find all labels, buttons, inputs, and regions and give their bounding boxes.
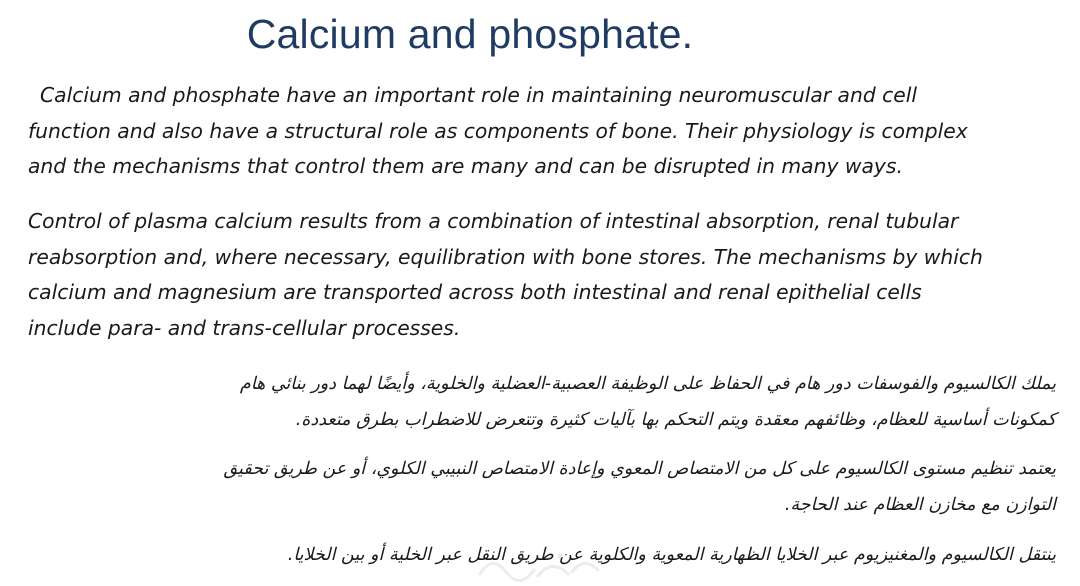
- english-paragraph-1: [28, 78, 1068, 185]
- arabic-paragraph-2: [16, 451, 1056, 523]
- text-line: يملك الكالسيوم والفوسفات دور هام في الحفاظ على الوظيفة العصبية-العضلية والخلوية، وأيضًا لهما دور بنائي هام: [239, 374, 1056, 394]
- text-line: calcium and magnesium are transported across both intestinal and renal epithelial cells: [28, 280, 922, 304]
- text-line: يعتمد تنظيم مستوى الكالسيوم على كل من الامتصاص المعوي وإعادة الامتصاص النبيبي الكلوي، أو عن طريق تحقيق: [223, 459, 1056, 479]
- page-title: Calcium and phosphate.: [246, 11, 694, 57]
- text-line: كمكونات أساسية للعظام، وظائفهم معقدة ويتم التحكم بها بآليات كثيرة وتتعرض للاضطراب بطرق متعددة.: [295, 410, 1056, 430]
- text-line: function and also have a structural role as components of bone. Their physiology is complex: [28, 118, 968, 143]
- text-line: Calcium and phosphate have an important role in maintaining neuromuscular and cell: [40, 83, 918, 107]
- text-line: and the mechanisms that control them are many and can be disrupted in many ways.: [28, 154, 903, 178]
- text-line: Control of plasma calcium results from a combination of intestinal absorption, renal tubular: [28, 209, 959, 233]
- arabic-paragraph-1: [16, 366, 1056, 438]
- text-line: include para- and trans-cellular processes.: [28, 315, 461, 340]
- english-paragraph-2: [28, 204, 1068, 346]
- text-line: التوازن مع مخازن العظام عند الحاجة.: [784, 495, 1056, 515]
- text-line: ينتقل الكالسيوم والمغنيزيوم عبر الخلايا الظهارية المعوية والكلوية عن طريق النقل عبر الخلية أو بين الخلايا.: [287, 545, 1056, 565]
- text-line: reabsorption and, where necessary, equilibration with bone stores. The mechanisms by which: [28, 244, 983, 269]
- watermark-logo-icon: [472, 548, 607, 584]
